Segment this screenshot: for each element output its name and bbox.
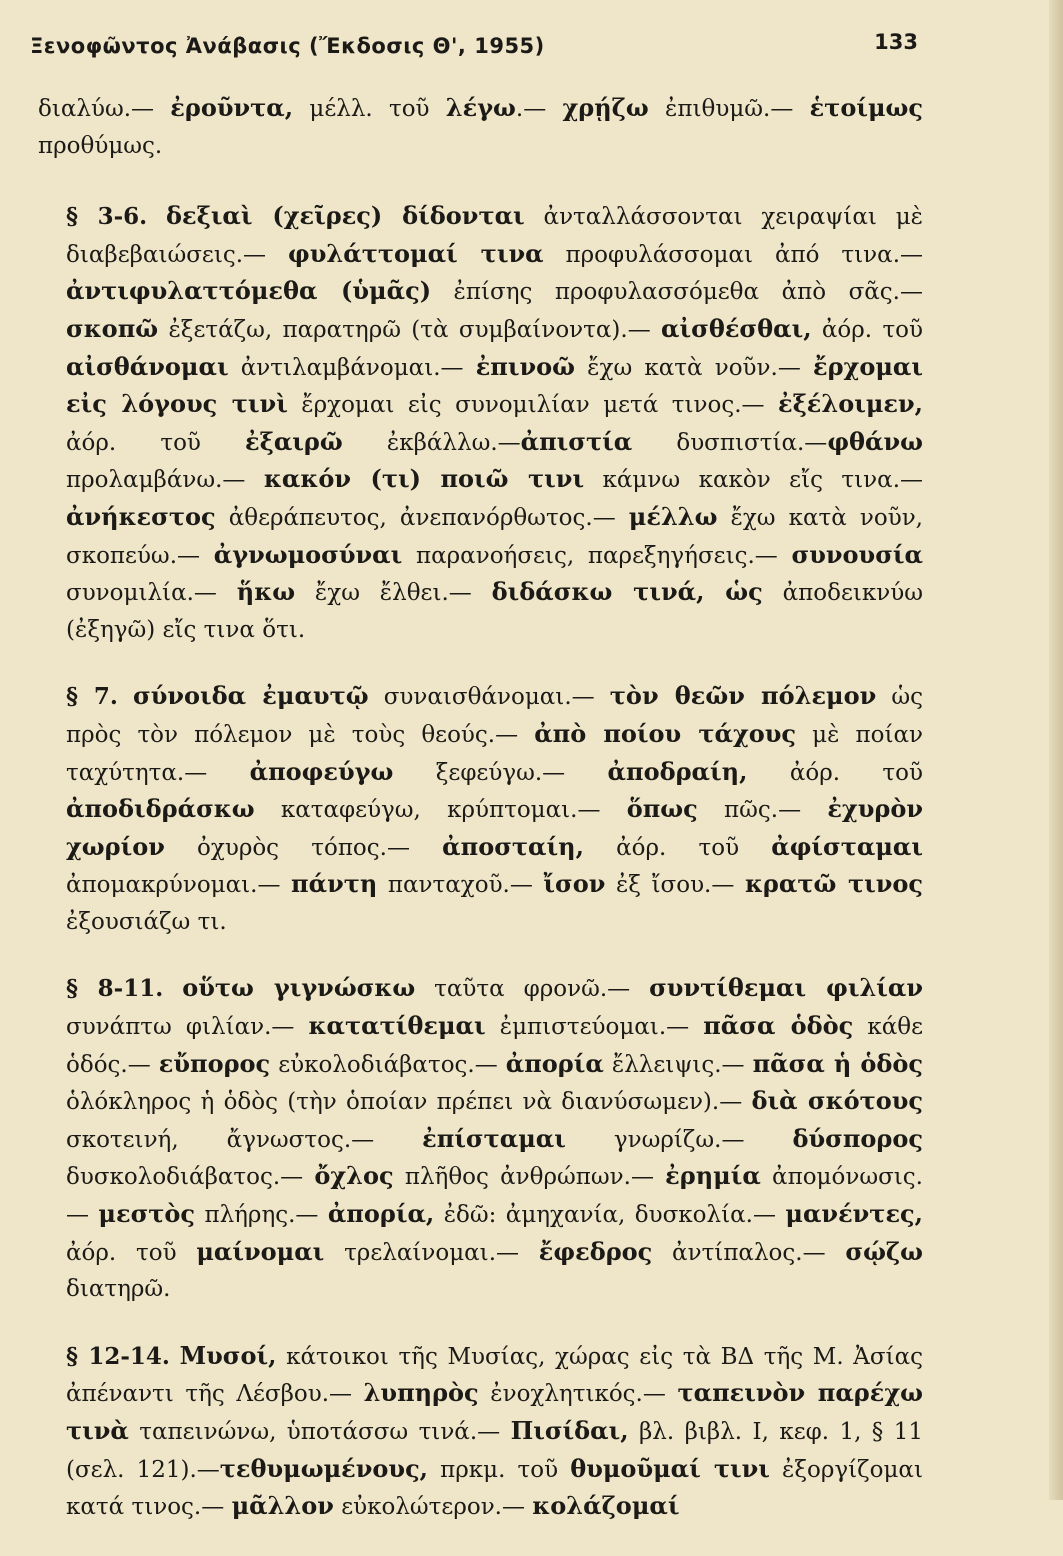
headword: κολάζομαί (532, 1491, 680, 1521)
headword: ἐροῦντα, (170, 93, 294, 122)
headword: ἐξέλοιμεν, (778, 389, 924, 419)
definition-text: ἀόρ. τοῦ (66, 429, 246, 456)
definition-text: ἔχω κατὰ νοῦν.— (574, 354, 813, 381)
definition-text: ἀόρ. τοῦ (811, 316, 923, 343)
definition-text: ἀόρ. τοῦ (583, 834, 772, 861)
headword: ἑτοίμως (809, 93, 923, 122)
headword: χρῄζω (562, 93, 649, 122)
definition-text: προλαμβάνω.— (66, 467, 264, 494)
headword: λέγω (445, 93, 516, 122)
paragraph-intro (38, 90, 923, 164)
paragraph-section-7 (38, 678, 923, 940)
headword: ὅπως (626, 794, 698, 824)
headword: διδάσκω τινά, ὡς (491, 577, 763, 607)
headword: ἔφεδρος (538, 1236, 653, 1266)
headword: φυλάττομαί τινα (288, 238, 544, 268)
headword: οὕτω γιγνώσκω (182, 973, 416, 1003)
section-number: § 7. (66, 683, 118, 711)
headword: κρατῶ τινος (744, 869, 923, 899)
headword: ἀπορία, (327, 1199, 435, 1229)
headword: ἐπίσταμαι (422, 1123, 566, 1153)
definition-text: πλῆθος ἀνθρώπων.— (393, 1164, 666, 1191)
headword: ἥκω (236, 577, 296, 607)
definition-text: ἔχω ἔλθει.— (295, 580, 492, 607)
headword: μαίνομαι (196, 1236, 325, 1266)
headword: σύνοιδα ἐμαυτῷ (133, 681, 369, 711)
paragraph-section-3-6 (38, 198, 923, 648)
headword: αἰσθάνομαι (66, 351, 229, 381)
headword: ἀπορία (505, 1048, 604, 1078)
definition-text: ξεφεύγω.— (393, 759, 608, 786)
headword: ταπεινὸν παρέχω τινὰ (66, 1378, 923, 1445)
definition-text: σκοτεινή, ἄγνωστος.— (66, 1126, 423, 1153)
definition-text: ἐπίσης προφυλασσόμεθα ἀπὸ σᾶς.— (431, 279, 923, 306)
headword: δύσπορος (792, 1123, 923, 1153)
headword: τεθυμωμένους, (219, 1453, 429, 1483)
headword: ἀγνωμοσύναι (213, 539, 403, 569)
headword: συνουσία (791, 539, 923, 569)
headword: θυμοῦμαί τινι (570, 1453, 770, 1483)
definition-text: ἀντίπαλος.— (652, 1239, 846, 1266)
headword: ἀπιστία (520, 426, 633, 456)
definition-text: ἐνοχλητικός.— (478, 1381, 678, 1408)
headword: Μυσοί, (179, 1340, 277, 1370)
paragraph-section-12-14 (38, 1338, 923, 1526)
glossary-body (38, 90, 923, 1556)
definition-text: συναισθάνομαι.— (368, 684, 610, 711)
definition-text: γνωρίζω.— (565, 1126, 793, 1153)
headword: πάντη (291, 869, 378, 899)
definition-text: ἀπομακρύνομαι.— (66, 872, 292, 899)
definition-text: προθύμως. (38, 132, 163, 159)
definition-text: ἐξετάζω, παρατηρῶ (τὰ συμβαίνοντα).— (158, 316, 662, 343)
definition-text: κάτοικοι τῆς Μυσίας, χώρας εἰς τὰ ΒΔ τῆς Μ. Ἀσίας ἀπέναντι τῆς Λέσβου.— (66, 1343, 924, 1408)
definition-text: ἔχω κατὰ νοῦν, σκοπεύω.— (66, 504, 923, 569)
definition-text: καταφεύγω, κρύπτομαι.— (254, 797, 627, 824)
definition-text: ἐπιθυμῶ.— (648, 96, 810, 122)
headword: μέλλω (628, 501, 718, 531)
definition-text: ἐξ ἴσου.— (605, 872, 745, 899)
definition-text: ταῦτα φρονῶ.— (415, 976, 650, 1003)
definition-text: ἀνταλλάσσονται χειραψίαι μὲ διαβεβαιώσεις.— (66, 204, 924, 268)
headword: ἐχυρὸν χωρίον (66, 794, 923, 861)
headword: Πισίδαι, (510, 1416, 629, 1445)
definition-text: μὲ ποίαν ταχύτητα.— (66, 721, 923, 786)
headword: ὄχλος (314, 1161, 394, 1191)
headword: ἀποσταίη, (442, 831, 584, 861)
headword: αἰσθέσθαι, (661, 313, 812, 343)
definition-text: διατηρῶ. (66, 1276, 171, 1303)
headword: πᾶσα ὁδὸς (703, 1011, 854, 1041)
definition-text: δυσκολοδιάβατος.— (66, 1164, 315, 1191)
headword: συντίθεμαι φιλίαν (649, 973, 924, 1003)
headword: ἐρημία (665, 1161, 761, 1191)
section-number: § 8-11. (66, 975, 164, 1003)
headword: ἐπινοῶ (475, 351, 575, 381)
definition-text: ὀχυρὸς τόπος.— (164, 834, 443, 861)
definition-text: .— (515, 96, 563, 122)
headword: ἀποδιδράσκω (66, 794, 255, 824)
headword: ἀποδραίη, (607, 756, 748, 786)
headword: σκοπῶ (66, 313, 159, 343)
section-number: § 12-14. (66, 1342, 170, 1370)
headword: μανέντες, (785, 1199, 924, 1229)
definition-text: ἐδῶ: ἀμηχανία, δυσκολία.— (434, 1202, 786, 1229)
headword: ἀφίσταμαι (771, 831, 923, 861)
headword: ἔρχομαι εἰς λόγους τινὶ (66, 351, 923, 419)
headword: ἀντιφυλαττόμεθα (ὑμᾶς) (66, 276, 432, 306)
definition-text: ἐξοργίζομαι κατά τινος.— (66, 1456, 923, 1521)
headword: ἐξαιρῶ (245, 426, 343, 456)
page-number: 133 (874, 30, 918, 54)
definition-text: ἐξουσιάζω τι. (66, 908, 227, 935)
definition-text: ἔλλειψις.— (603, 1051, 753, 1078)
definition-text: ὁλόκληρος ἡ ὁδὸς (τὴν ὁποίαν πρέπει νὰ διανύσωμεν).— (66, 1089, 752, 1116)
definition-text: συνομιλία.— (66, 580, 237, 607)
definition-text: πανταχοῦ.— (377, 872, 544, 899)
headword: μᾶλλον (231, 1491, 334, 1521)
definition-text: ἔρχομαι εἰς συνομιλίαν μετά τινος.— (287, 392, 778, 419)
definition-text: τρελαίνομαι.— (324, 1239, 539, 1266)
headword: φθάνω (827, 426, 924, 456)
headword: τὸν θεῶν πόλεμον (609, 681, 877, 711)
headword: ἴσον (543, 869, 606, 899)
definition-text: ἀποδεικνύω (ἐξηγῶ) εἴς τινα ὅτι. (66, 580, 923, 643)
paragraph-section-8-11 (38, 970, 923, 1307)
definition-text: ἀόρ. τοῦ (66, 1239, 197, 1266)
headword: πᾶσα ἡ ὁδὸς (752, 1048, 924, 1078)
definition-text: εὐκολώτερον.— (333, 1494, 533, 1521)
headword: δεξιαὶ (χεῖρες) δίδονται (166, 201, 525, 231)
headword: κακόν (τι) ποιῶ τινι (263, 464, 585, 494)
definition-text: πῶς.— (697, 797, 828, 824)
definition-text: διαλύω.— (38, 96, 171, 122)
headword: ἀποφεύγω (249, 756, 394, 786)
definition-text: κάμνω κακὸν εἴς τινα.— (584, 467, 923, 494)
definition-text: κάθε ὁδός.— (66, 1014, 923, 1078)
headword: ἀπὸ ποίου τάχους (534, 718, 797, 748)
headword: διὰ σκότους (751, 1086, 924, 1116)
definition-text: ἀπομόνωσις.— (66, 1164, 923, 1229)
definition-text: ἐκβάλλω.— (342, 429, 521, 456)
definition-text: βλ. βιβλ. Ι, κεφ. 1, § 11 (σελ. 121).— (66, 1419, 923, 1483)
definition-text: μέλλ. τοῦ (293, 96, 446, 122)
headword: ἀνήκεστος (66, 501, 216, 531)
headword: εὔπορος (158, 1048, 271, 1078)
section-number: § 3-6. (66, 203, 148, 231)
book-title: Ξενοφῶντος Ἀνάβασις (Ἔκδοσις Θ', 1955) (30, 34, 545, 58)
definition-text: εὐκολοδιάβατος.— (270, 1051, 506, 1078)
definition-text: πρκμ. τοῦ (428, 1456, 571, 1483)
definition-text: ταπεινώνω, ὑποτάσσω τινά.— (128, 1419, 511, 1445)
headword: σῴζω (845, 1236, 923, 1266)
definition-text: ἀντιλαμβάνομαι.— (228, 354, 476, 381)
definition-text: προφυλάσσομαι ἀπό τινα.— (543, 241, 923, 268)
definition-text: ἀόρ. τοῦ (747, 759, 923, 786)
definition-text: παρανοήσεις, παρεξηγήσεις.— (402, 542, 792, 569)
headword: μεστὸς (98, 1199, 196, 1229)
definition-text: συνάπτω φιλίαν.— (66, 1014, 309, 1041)
definition-text: ὡς πρὸς τὸν πόλεμον μὲ τοὺς θεούς.— (66, 684, 924, 748)
definition-text: ἐμπιστεύομαι.— (485, 1014, 704, 1041)
definition-text: ἀθεράπευτος, ἀνεπανόρθωτος.— (215, 504, 629, 531)
page-edge (1049, 0, 1063, 1500)
running-header (30, 28, 930, 68)
definition-text: πλήρης.— (195, 1202, 328, 1229)
definition-text: δυσπιστία.— (632, 429, 828, 456)
headword: κατατίθεμαι (308, 1011, 486, 1041)
headword: λυπηρὸς (363, 1378, 479, 1408)
